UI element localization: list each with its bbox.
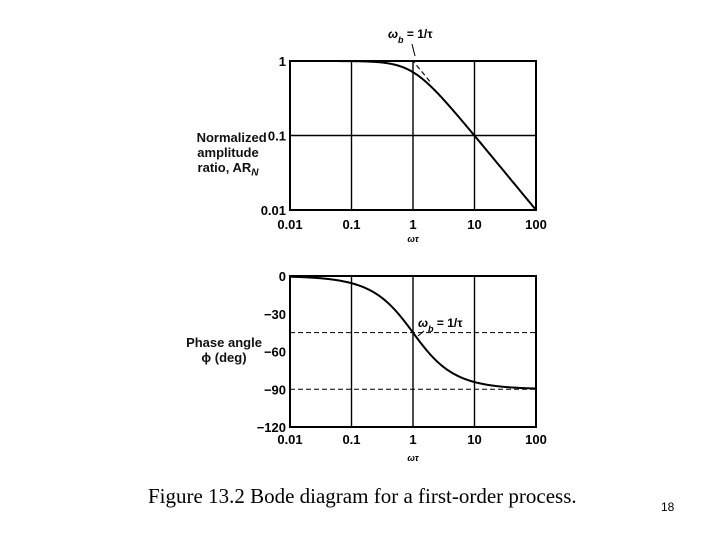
corner-frequency-annotation: $\omega_b = 1/\tau$ <box>388 27 433 45</box>
phase-y-axis-label: Phase angle ϕ (deg) <box>186 335 262 365</box>
amplitude-x-tick-label: 0.01 <box>277 217 303 232</box>
phase-y-tick-label: 0 <box>278 269 286 284</box>
amplitude-x-ticks <box>277 217 547 232</box>
annotation-leader <box>412 44 415 56</box>
phase-chart <box>257 269 547 463</box>
amplitude-chart <box>261 27 547 244</box>
phase-annotation-leader <box>418 331 424 336</box>
figure-caption: Figure 13.2 Bode diagram for a first-order process. <box>148 484 577 508</box>
amplitude-x-tick-label: 10 <box>467 217 482 232</box>
phase-x-tick-label: 1 <box>409 432 417 447</box>
phase-x-axis-label: ωτ <box>407 453 419 463</box>
phase-x-tick-label: 100 <box>525 432 547 447</box>
phase-y-tick-label: −120 <box>256 420 286 435</box>
amplitude-y-axis-label: Normalized amplitude ratio, $AR_N$ <box>196 130 267 179</box>
amplitude-x-tick-label: 100 <box>525 217 547 232</box>
phase-y-tick-label: −60 <box>263 344 286 360</box>
amplitude-x-tick-label: 1 <box>409 217 417 232</box>
phase-x-ticks <box>277 432 547 447</box>
phase-corner-frequency-annotation: $\omega_b = 1/\tau$ <box>418 316 463 334</box>
amplitude-grid <box>290 61 536 210</box>
phase-x-tick-label: 0.01 <box>277 432 303 447</box>
amplitude-y-tick-label: 0.01 <box>260 203 286 218</box>
phase-y-tick-label: −90 <box>263 382 286 398</box>
amplitude-y-tick-label: 1 <box>278 54 286 69</box>
amplitude-x-axis-label: ωτ <box>407 234 419 244</box>
phase-grid <box>352 276 475 427</box>
page-number: 18 <box>661 500 675 514</box>
amplitude-x-tick-label: 0.1 <box>342 217 361 232</box>
phase-x-tick-label: 10 <box>467 432 482 447</box>
amplitude-y-tick-label: 0.1 <box>267 128 286 144</box>
phase-y-tick-label: −30 <box>263 306 286 322</box>
phase-x-tick-label: 0.1 <box>342 432 361 447</box>
